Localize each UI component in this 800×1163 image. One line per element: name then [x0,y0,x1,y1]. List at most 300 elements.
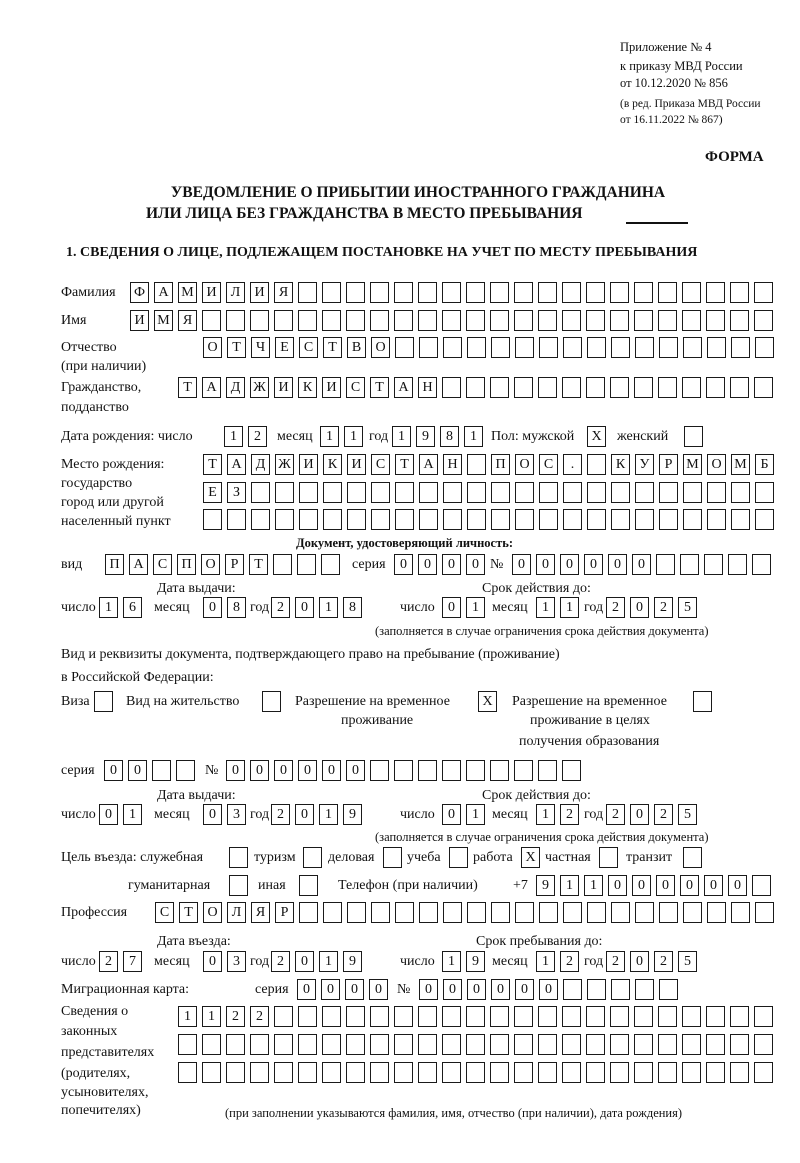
birth-year-cell[interactable]: 8 [440,426,459,447]
profession-cell[interactable] [419,902,438,923]
birthplace-2-cell[interactable] [251,482,270,503]
reps-1-cell[interactable] [394,1006,413,1027]
reps-1-cell[interactable] [274,1006,293,1027]
reps-3-cell[interactable] [202,1062,221,1083]
profession-cell[interactable] [659,902,678,923]
entry-day-cell[interactable]: 2 [99,951,118,972]
surname-cell[interactable] [730,282,749,303]
reps-2-cell[interactable] [178,1034,197,1055]
patronymic-cell[interactable]: Т [227,337,246,358]
mig-number-cell[interactable]: 0 [443,979,462,1000]
reps-3-cell[interactable] [706,1062,725,1083]
mig-series-cell[interactable]: 0 [297,979,316,1000]
mig-number-cell[interactable]: 0 [515,979,534,1000]
reps-2-cell[interactable] [274,1034,293,1055]
reps-3-cell[interactable] [250,1062,269,1083]
reps-2-cell[interactable] [754,1034,773,1055]
birthplace-1-cell[interactable]: С [371,454,390,475]
birthplace-3-cell[interactable] [683,509,702,530]
purpose-business-checkbox[interactable] [383,847,402,868]
reps-3-cell[interactable] [610,1062,629,1083]
profession-cell[interactable]: О [203,902,222,923]
id-kind-cell[interactable]: Т [249,554,268,575]
profession-cell[interactable] [611,902,630,923]
surname-cell[interactable] [442,282,461,303]
id-number-cell[interactable] [752,554,771,575]
mig-number-cell[interactable] [587,979,606,1000]
birthplace-2-cell[interactable] [563,482,582,503]
stay-series-cell[interactable]: 0 [128,760,147,781]
id-kind-cell[interactable] [273,554,292,575]
stay-number-cell[interactable] [562,760,581,781]
stay-temp-res-checkbox[interactable]: X [478,691,497,712]
reps-1-cell[interactable]: 2 [226,1006,245,1027]
citizenship-cell[interactable] [442,377,461,398]
stay-until-month-cell[interactable]: 2 [560,951,579,972]
stay-temp-edu-checkbox[interactable] [693,691,712,712]
birthplace-3-cell[interactable] [323,509,342,530]
birthplace-3-cell[interactable] [275,509,294,530]
purpose-work-checkbox[interactable]: X [521,847,540,868]
id-number-cell[interactable]: 0 [536,554,555,575]
name-cell[interactable]: И [130,310,149,331]
reps-3-cell[interactable] [226,1062,245,1083]
birthplace-3-cell[interactable] [659,509,678,530]
profession-cell[interactable]: Р [275,902,294,923]
patronymic-cell[interactable] [635,337,654,358]
citizenship-cell[interactable] [562,377,581,398]
reps-3-cell[interactable] [298,1062,317,1083]
stay-number-cell[interactable]: 0 [274,760,293,781]
birthplace-2-cell[interactable] [539,482,558,503]
gender-female-checkbox[interactable] [684,426,703,447]
id-number-cell[interactable]: 0 [512,554,531,575]
birthplace-3-cell[interactable] [395,509,414,530]
patronymic-cell[interactable]: О [371,337,390,358]
surname-cell[interactable] [490,282,509,303]
reps-3-cell[interactable] [658,1062,677,1083]
profession-cell[interactable] [443,902,462,923]
patronymic-cell[interactable] [755,337,774,358]
stay-until-year-cell[interactable]: 0 [630,951,649,972]
birthplace-2-cell[interactable] [731,482,750,503]
birthplace-1-cell[interactable]: К [323,454,342,475]
profession-cell[interactable] [515,902,534,923]
reps-3-cell[interactable] [442,1062,461,1083]
stay-number-cell[interactable] [514,760,533,781]
patronymic-cell[interactable]: В [347,337,366,358]
birth-month-cell[interactable]: 1 [344,426,363,447]
surname-cell[interactable] [514,282,533,303]
reps-3-cell[interactable] [178,1062,197,1083]
reps-1-cell[interactable] [370,1006,389,1027]
patronymic-cell[interactable] [683,337,702,358]
stay-valid-day-cell[interactable]: 1 [466,804,485,825]
stay-number-cell[interactable]: 0 [346,760,365,781]
reps-1-cell[interactable] [298,1006,317,1027]
name-cell[interactable] [658,310,677,331]
surname-cell[interactable] [298,282,317,303]
mig-number-cell[interactable] [635,979,654,1000]
phone-cell[interactable]: 9 [536,875,555,896]
citizenship-cell[interactable] [466,377,485,398]
birthplace-2-cell[interactable] [275,482,294,503]
citizenship-cell[interactable]: А [202,377,221,398]
birthplace-2-cell[interactable] [587,482,606,503]
birthplace-3-cell[interactable] [347,509,366,530]
birth-month-cell[interactable]: 1 [320,426,339,447]
name-cell[interactable] [490,310,509,331]
birthplace-3-cell[interactable] [539,509,558,530]
id-valid-day-cell[interactable]: 1 [466,597,485,618]
reps-2-cell[interactable] [490,1034,509,1055]
profession-cell[interactable] [323,902,342,923]
birthplace-3-cell[interactable] [491,509,510,530]
stay-number-cell[interactable]: 0 [250,760,269,781]
surname-cell[interactable] [322,282,341,303]
stay-series-cell[interactable]: 0 [104,760,123,781]
patronymic-cell[interactable] [395,337,414,358]
surname-cell[interactable] [682,282,701,303]
id-number-cell[interactable]: 0 [632,554,651,575]
stay-issue-year-cell[interactable]: 0 [295,804,314,825]
profession-cell[interactable] [395,902,414,923]
stay-number-cell[interactable]: 0 [298,760,317,781]
profession-cell[interactable]: Л [227,902,246,923]
reps-2-cell[interactable] [394,1034,413,1055]
surname-cell[interactable] [658,282,677,303]
profession-cell[interactable] [731,902,750,923]
phone-cell[interactable]: 1 [584,875,603,896]
patronymic-cell[interactable]: Е [275,337,294,358]
id-number-cell[interactable]: 0 [584,554,603,575]
citizenship-cell[interactable] [490,377,509,398]
stay-number-cell[interactable] [442,760,461,781]
citizenship-cell[interactable] [610,377,629,398]
reps-3-cell[interactable] [370,1062,389,1083]
reps-2-cell[interactable] [202,1034,221,1055]
id-valid-year-cell[interactable]: 5 [678,597,697,618]
birthplace-2-cell[interactable] [443,482,462,503]
stay-issue-year-cell[interactable]: 1 [319,804,338,825]
name-cell[interactable] [202,310,221,331]
patronymic-cell[interactable]: О [203,337,222,358]
reps-2-cell[interactable] [562,1034,581,1055]
mig-number-cell[interactable] [611,979,630,1000]
id-kind-cell[interactable]: А [129,554,148,575]
id-series-cell[interactable]: 0 [418,554,437,575]
mig-number-cell[interactable] [563,979,582,1000]
patronymic-cell[interactable]: Ч [251,337,270,358]
birthplace-1-cell[interactable]: М [683,454,702,475]
phone-cell[interactable]: 0 [680,875,699,896]
patronymic-cell[interactable] [467,337,486,358]
reps-3-cell[interactable] [682,1062,701,1083]
reps-2-cell[interactable] [466,1034,485,1055]
reps-3-cell[interactable] [490,1062,509,1083]
stay-until-month-cell[interactable]: 1 [536,951,555,972]
surname-cell[interactable]: Я [274,282,293,303]
surname-cell[interactable]: И [250,282,269,303]
birthplace-2-cell[interactable] [635,482,654,503]
birthplace-2-cell[interactable] [707,482,726,503]
reps-2-cell[interactable] [442,1034,461,1055]
id-valid-month-cell[interactable]: 1 [560,597,579,618]
birthplace-3-cell[interactable] [755,509,774,530]
birthplace-3-cell[interactable] [467,509,486,530]
reps-1-cell[interactable] [418,1006,437,1027]
entry-year-cell[interactable]: 0 [295,951,314,972]
phone-cell[interactable]: 0 [608,875,627,896]
id-kind-cell[interactable] [297,554,316,575]
reps-1-cell[interactable] [586,1006,605,1027]
birthplace-2-cell[interactable] [467,482,486,503]
id-kind-cell[interactable]: П [177,554,196,575]
purpose-private-checkbox[interactable] [599,847,618,868]
patronymic-cell[interactable]: С [299,337,318,358]
citizenship-cell[interactable] [730,377,749,398]
id-kind-cell[interactable]: Р [225,554,244,575]
profession-cell[interactable] [491,902,510,923]
reps-2-cell[interactable] [298,1034,317,1055]
stay-valid-year-cell[interactable]: 2 [654,804,673,825]
profession-cell[interactable] [347,902,366,923]
stay-issue-day-cell[interactable]: 1 [123,804,142,825]
birthplace-1-cell[interactable]: И [347,454,366,475]
citizenship-cell[interactable]: И [322,377,341,398]
birthplace-3-cell[interactable] [203,509,222,530]
birthplace-3-cell[interactable] [371,509,390,530]
citizenship-cell[interactable]: А [394,377,413,398]
birthplace-2-cell[interactable] [395,482,414,503]
reps-1-cell[interactable] [706,1006,725,1027]
surname-cell[interactable] [562,282,581,303]
name-cell[interactable] [682,310,701,331]
birthplace-1-cell[interactable]: У [635,454,654,475]
citizenship-cell[interactable] [682,377,701,398]
id-issue-month-cell[interactable]: 8 [227,597,246,618]
birthplace-1-cell[interactable]: И [299,454,318,475]
stay-valid-month-cell[interactable]: 2 [560,804,579,825]
patronymic-cell[interactable] [659,337,678,358]
id-number-cell[interactable] [728,554,747,575]
stay-issue-day-cell[interactable]: 0 [99,804,118,825]
stay-valid-year-cell[interactable]: 5 [678,804,697,825]
entry-year-cell[interactable]: 2 [271,951,290,972]
mig-number-cell[interactable]: 0 [467,979,486,1000]
birthplace-2-cell[interactable] [755,482,774,503]
reps-3-cell[interactable] [586,1062,605,1083]
entry-year-cell[interactable]: 1 [319,951,338,972]
birthplace-1-cell[interactable] [587,454,606,475]
patronymic-cell[interactable] [443,337,462,358]
birthplace-3-cell[interactable] [731,509,750,530]
purpose-official-checkbox[interactable] [229,847,248,868]
purpose-study-checkbox[interactable] [449,847,468,868]
birthplace-2-cell[interactable]: Е [203,482,222,503]
citizenship-cell[interactable]: Ж [250,377,269,398]
reps-1-cell[interactable] [490,1006,509,1027]
name-cell[interactable] [610,310,629,331]
stay-valid-year-cell[interactable]: 2 [606,804,625,825]
reps-2-cell[interactable] [658,1034,677,1055]
stay-until-year-cell[interactable]: 5 [678,951,697,972]
birthplace-3-cell[interactable] [299,509,318,530]
id-issue-day-cell[interactable]: 6 [123,597,142,618]
reps-3-cell[interactable] [418,1062,437,1083]
profession-cell[interactable] [635,902,654,923]
patronymic-cell[interactable] [731,337,750,358]
stay-number-cell[interactable]: 0 [226,760,245,781]
purpose-humanitarian-checkbox[interactable] [229,875,248,896]
birthplace-1-cell[interactable]: Б [755,454,774,475]
birthplace-3-cell[interactable] [635,509,654,530]
id-kind-cell[interactable] [321,554,340,575]
id-number-cell[interactable]: 0 [560,554,579,575]
stay-number-cell[interactable] [466,760,485,781]
stay-issue-month-cell[interactable]: 0 [203,804,222,825]
name-cell[interactable] [442,310,461,331]
reps-1-cell[interactable]: 2 [250,1006,269,1027]
surname-cell[interactable] [754,282,773,303]
reps-1-cell[interactable] [322,1006,341,1027]
surname-cell[interactable] [610,282,629,303]
birth-year-cell[interactable]: 1 [464,426,483,447]
birthplace-2-cell[interactable] [347,482,366,503]
name-cell[interactable] [514,310,533,331]
birthplace-2-cell[interactable] [299,482,318,503]
id-number-cell[interactable] [704,554,723,575]
surname-cell[interactable]: Ф [130,282,149,303]
surname-cell[interactable]: И [202,282,221,303]
stay-number-cell[interactable]: 0 [322,760,341,781]
citizenship-cell[interactable]: К [298,377,317,398]
birthplace-2-cell[interactable] [371,482,390,503]
reps-2-cell[interactable] [370,1034,389,1055]
birthplace-2-cell[interactable] [659,482,678,503]
birthplace-1-cell[interactable]: Д [251,454,270,475]
id-number-cell[interactable] [656,554,675,575]
reps-1-cell[interactable] [754,1006,773,1027]
name-cell[interactable] [562,310,581,331]
id-valid-year-cell[interactable]: 2 [654,597,673,618]
name-cell[interactable] [394,310,413,331]
phone-cell[interactable]: 0 [704,875,723,896]
name-cell[interactable]: Я [178,310,197,331]
birthplace-2-cell[interactable] [611,482,630,503]
citizenship-cell[interactable] [514,377,533,398]
id-series-cell[interactable]: 0 [442,554,461,575]
birthplace-3-cell[interactable] [515,509,534,530]
birthplace-3-cell[interactable] [611,509,630,530]
id-valid-year-cell[interactable]: 2 [606,597,625,618]
birthplace-1-cell[interactable] [467,454,486,475]
reps-3-cell[interactable] [394,1062,413,1083]
name-cell[interactable]: М [154,310,173,331]
birthplace-1-cell[interactable]: П [491,454,510,475]
reps-1-cell[interactable] [658,1006,677,1027]
name-cell[interactable] [418,310,437,331]
reps-3-cell[interactable] [274,1062,293,1083]
surname-cell[interactable] [418,282,437,303]
birthplace-2-cell[interactable] [683,482,702,503]
reps-1-cell[interactable] [346,1006,365,1027]
reps-1-cell[interactable] [538,1006,557,1027]
stay-until-year-cell[interactable]: 2 [654,951,673,972]
profession-cell[interactable] [467,902,486,923]
birthplace-2-cell[interactable] [323,482,342,503]
citizenship-cell[interactable]: И [274,377,293,398]
id-valid-month-cell[interactable]: 1 [536,597,555,618]
name-cell[interactable] [322,310,341,331]
reps-3-cell[interactable] [322,1062,341,1083]
reps-1-cell[interactable] [682,1006,701,1027]
surname-cell[interactable] [538,282,557,303]
birthplace-3-cell[interactable] [227,509,246,530]
id-series-cell[interactable]: 0 [466,554,485,575]
reps-2-cell[interactable] [706,1034,725,1055]
surname-cell[interactable] [370,282,389,303]
reps-3-cell[interactable] [634,1062,653,1083]
name-cell[interactable] [226,310,245,331]
patronymic-cell[interactable] [563,337,582,358]
name-cell[interactable] [538,310,557,331]
mig-number-cell[interactable] [659,979,678,1000]
name-cell[interactable] [250,310,269,331]
stay-number-cell[interactable] [418,760,437,781]
birthplace-2-cell[interactable] [491,482,510,503]
name-cell[interactable] [730,310,749,331]
birth-year-cell[interactable]: 1 [392,426,411,447]
profession-cell[interactable]: Я [251,902,270,923]
reps-2-cell[interactable] [586,1034,605,1055]
reps-1-cell[interactable] [634,1006,653,1027]
mig-number-cell[interactable]: 0 [539,979,558,1000]
mig-series-cell[interactable]: 0 [345,979,364,1000]
reps-3-cell[interactable] [466,1062,485,1083]
name-cell[interactable] [706,310,725,331]
profession-cell[interactable] [539,902,558,923]
citizenship-cell[interactable]: С [346,377,365,398]
citizenship-cell[interactable]: Т [370,377,389,398]
reps-2-cell[interactable] [538,1034,557,1055]
surname-cell[interactable]: М [178,282,197,303]
reps-2-cell[interactable] [610,1034,629,1055]
birthplace-1-cell[interactable]: Т [203,454,222,475]
reps-2-cell[interactable] [730,1034,749,1055]
id-issue-year-cell[interactable]: 1 [319,597,338,618]
profession-cell[interactable] [707,902,726,923]
surname-cell[interactable] [634,282,653,303]
reps-2-cell[interactable] [682,1034,701,1055]
profession-cell[interactable] [299,902,318,923]
profession-cell[interactable] [683,902,702,923]
reps-3-cell[interactable] [346,1062,365,1083]
entry-month-cell[interactable]: 0 [203,951,222,972]
name-cell[interactable] [370,310,389,331]
stay-number-cell[interactable] [370,760,389,781]
id-valid-year-cell[interactable]: 0 [630,597,649,618]
id-issue-day-cell[interactable]: 1 [99,597,118,618]
reps-2-cell[interactable] [346,1034,365,1055]
reps-2-cell[interactable] [226,1034,245,1055]
mig-number-cell[interactable]: 0 [419,979,438,1000]
stay-series-cell[interactable] [176,760,195,781]
reps-3-cell[interactable] [754,1062,773,1083]
citizenship-cell[interactable]: Д [226,377,245,398]
reps-2-cell[interactable] [634,1034,653,1055]
name-cell[interactable] [466,310,485,331]
